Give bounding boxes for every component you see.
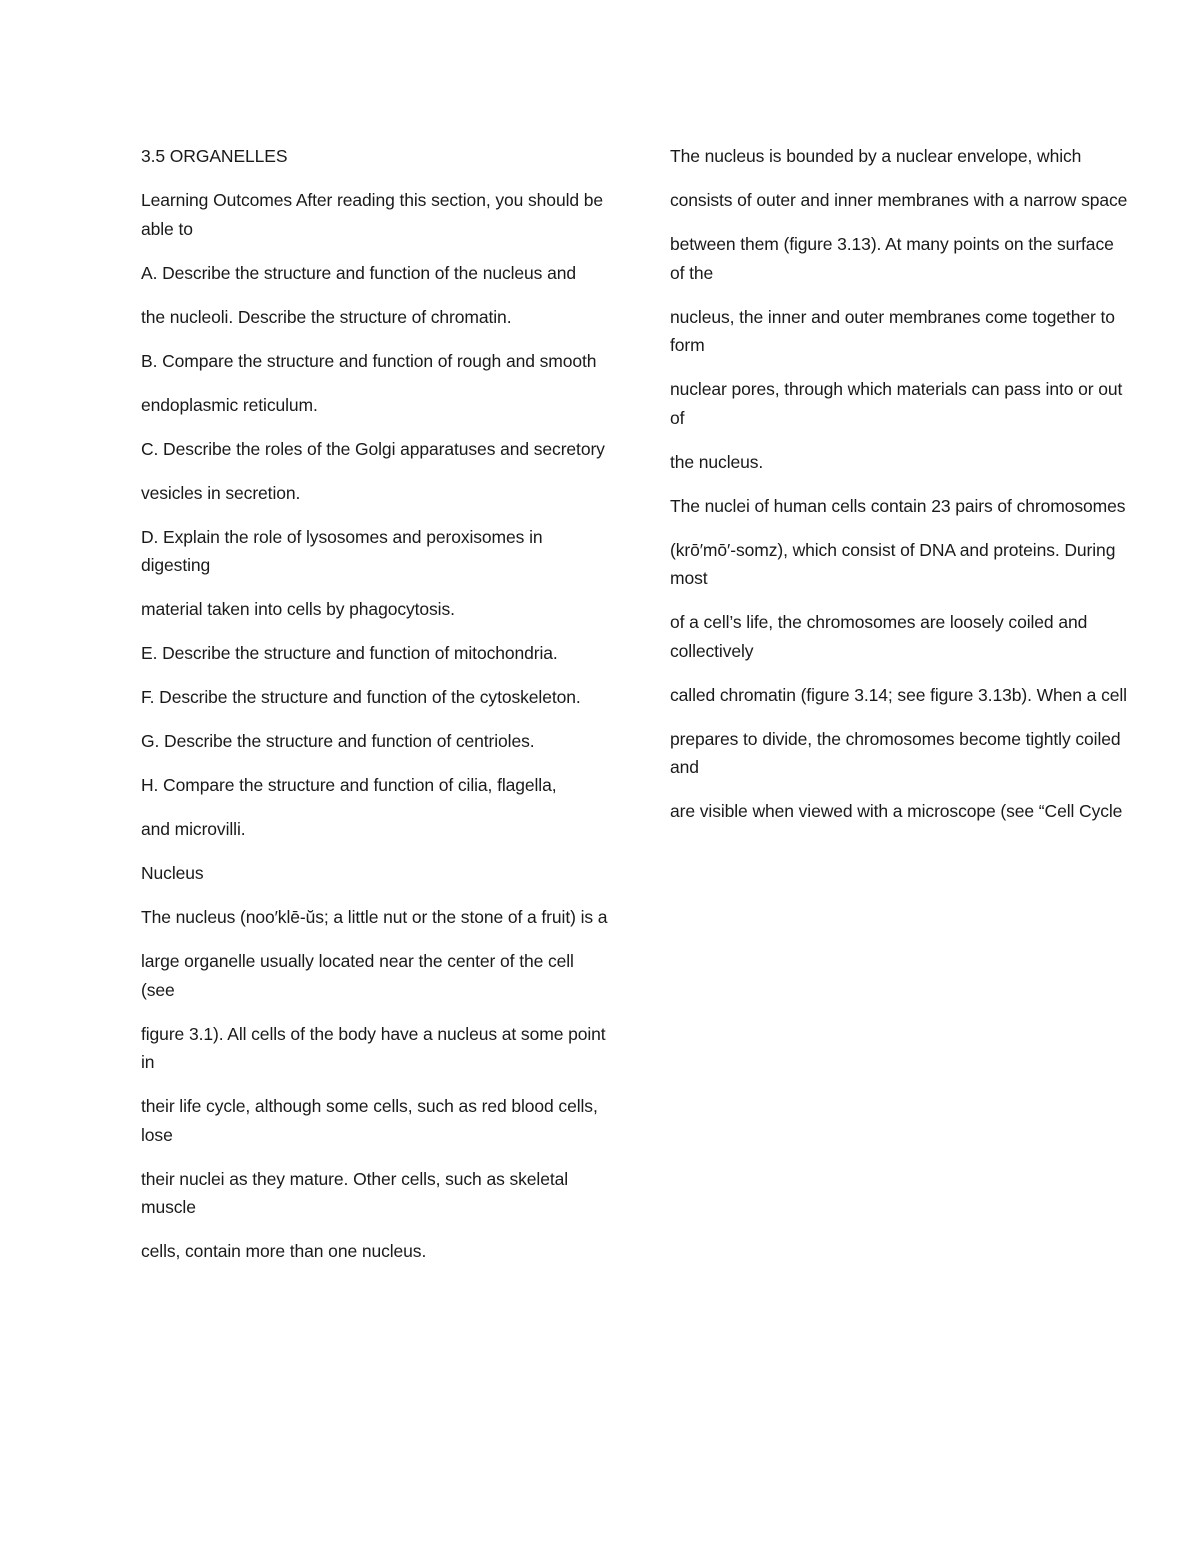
learning-outcomes-intro: Learning Outcomes After reading this section, you should be able to [141, 190, 604, 239]
body-paragraph: The nucleus is bounded by a nuclear envelope, which [670, 146, 1082, 166]
body-paragraph: their nuclei as they mature. Other cells, such as skeletal muscle [141, 1168, 569, 1217]
outcome-b-line-2: endoplasmic reticulum. [141, 394, 318, 415]
outcome-d-line-2: material taken into cells by phagocytosis. [141, 599, 455, 619]
outcome-h-line-2: and microvilli. [141, 819, 246, 839]
body-paragraph: The nucleus (noo′klē-ŭs; a little nut or the stone of a fruit) is a [141, 907, 608, 927]
outcome-a-line-2: the nucleoli. Describe the structure of chromatin. [141, 306, 512, 327]
outcome-c-line-1: C. Describe the roles of the Golgi apparatuses and secretory [141, 438, 605, 459]
body-paragraph: are visible when viewed with a microscope (see “Cell Cycle [670, 801, 1123, 821]
outcome-d-line-1: D. Explain the role of lysosomes and peroxisomes in digesting [141, 526, 543, 575]
body-paragraph: The nuclei of human cells contain 23 pairs of chromosomes [670, 495, 1126, 516]
left-text-column [141, 142, 611, 1281]
outcome-a-line-1: A. Describe the structure and function of the nucleus and [141, 262, 576, 283]
body-paragraph: consists of outer and inner membranes with a narrow space [670, 190, 1128, 210]
subheading-nucleus: Nucleus [141, 863, 204, 883]
outcome-c-line-2: vesicles in secretion. [141, 482, 301, 503]
body-paragraph: large organelle usually located near the center of the cell (see [141, 951, 574, 1000]
body-paragraph: of a cell’s life, the chromosomes are loosely coiled and collectively [670, 612, 1088, 661]
body-paragraph: called chromatin (figure 3.14; see figure 3.13b). When a cell [670, 684, 1127, 705]
body-paragraph: figure 3.1). All cells of the body have a nucleus at some point in [141, 1023, 606, 1072]
body-paragraph: cells, contain more than one nucleus. [141, 1241, 427, 1261]
body-paragraph: between them (figure 3.13). At many points on the surface of the [670, 234, 1114, 283]
outcome-h-line-1: H. Compare the structure and function of cilia, flagella, [141, 775, 557, 795]
body-paragraph: prepares to divide, the chromosomes become tightly coiled and [670, 728, 1121, 777]
body-paragraph: their life cycle, although some cells, such as red blood cells, lose [141, 1096, 598, 1145]
body-paragraph: nuclear pores, through which materials can pass into or out of [670, 379, 1123, 428]
body-paragraph: (krō′mō′-somz), which consist of DNA and proteins. During most [670, 539, 1116, 588]
outcome-g: G. Describe the structure and function of centrioles. [141, 731, 535, 751]
outcome-e: E. Describe the structure and function of mitochondria. [141, 643, 558, 663]
outcome-f: F. Describe the structure and function of the cytoskeleton. [141, 687, 581, 707]
section-heading: 3.5 ORGANELLES [141, 146, 288, 166]
body-paragraph: nucleus, the inner and outer membranes come together to form [670, 306, 1115, 355]
body-paragraph: the nucleus. [670, 451, 764, 472]
right-text-column [670, 142, 1130, 841]
outcome-b-line-1: B. Compare the structure and function of rough and smooth [141, 350, 597, 371]
